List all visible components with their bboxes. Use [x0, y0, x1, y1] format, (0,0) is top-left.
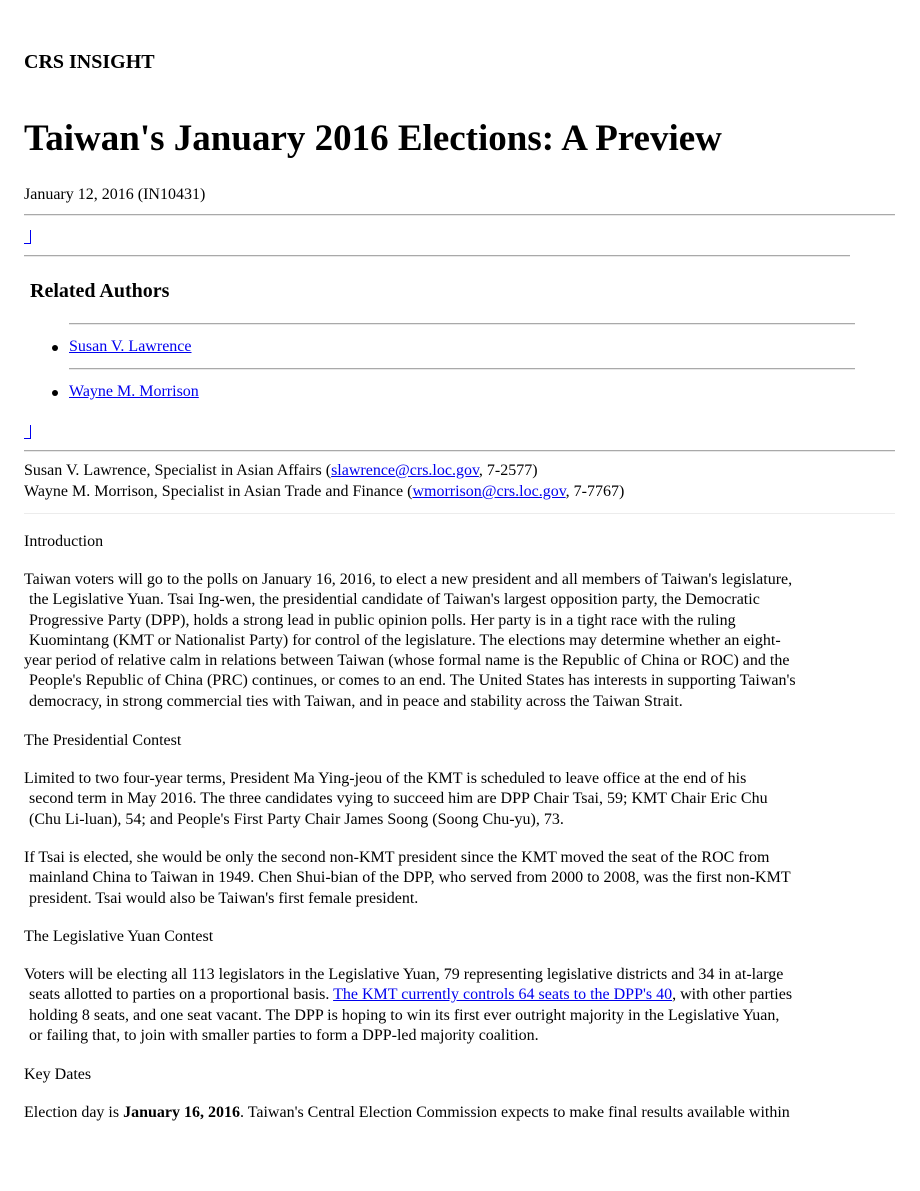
divider-author-1 — [69, 323, 855, 325]
divider-top — [24, 214, 895, 216]
contact-phone: , 7-2577) — [478, 462, 538, 479]
date-line: January 12, 2016 (IN10431) — [24, 186, 206, 203]
email-link-lawrence[interactable]: slawrence@crs.loc.gov — [331, 462, 479, 479]
contact-phone: , 7-7767) — [565, 483, 625, 500]
paragraph-introduction — [24, 570, 904, 712]
election-date-bold: January 16, 2016 — [123, 1104, 240, 1121]
text-line: People's Republic of China (PRC) continues, or comes to an end. The United States has interests in supporting Taiwan's — [29, 672, 796, 690]
seat-count-link[interactable]: The KMT currently controls 64 seats to the DPP's 40 — [333, 986, 673, 1004]
anchor-link-2[interactable] — [30, 425, 31, 439]
section-heading-key-dates: Key Dates — [24, 1066, 92, 1083]
text-line: mainland China to Taiwan in 1949. Chen Shui-bian of the DPP, who served from 2000 to 2008, was the first non-KMT — [29, 869, 791, 887]
text-line: (Chu Li-luan), 54; and People's First Party Chair James Soong (Soong Chu-yu), 73. — [29, 810, 564, 828]
author-link-lawrence[interactable]: Susan V. Lawrence — [69, 338, 192, 355]
contact-text: Wayne M. Morrison, Specialist in Asian Trade and Finance ( — [24, 483, 413, 500]
text-line: the Legislative Yuan. Tsai Ing-wen, the presidential candidate of Taiwan's largest opposition party, the Democratic — [29, 591, 760, 609]
contact-text: Susan V. Lawrence, Specialist in Asian Affairs ( — [24, 462, 332, 479]
text-line: second term in May 2016. The three candidates vying to succeed him are DPP Chair Tsai, 59; KMT Chair Eric Chu — [29, 790, 768, 808]
divider-authors-top — [24, 255, 850, 257]
text-segment: seats allotted to parties on a proportional basis. — [29, 986, 334, 1004]
text-line: president. Tsai would also be Taiwan's first female president. — [29, 889, 419, 907]
text-line: Taiwan voters will go to the polls on January 16, 2016, to elect a new president and all members of Taiwan's legislature, — [24, 571, 793, 588]
text-segment: . Taiwan's Central Election Commission expects to make final results available within — [240, 1104, 790, 1121]
text-line: Kuomintang (KMT or Nationalist Party) for control of the legislature. The elections may determine whether an eight- — [29, 631, 781, 649]
paragraph-presidential-2 — [24, 848, 904, 909]
list-bullet — [52, 345, 58, 351]
text-line: Voters will be electing all 113 legislators in the Legislative Yuan, 79 representing legislative districts and 34 in at-large — [24, 966, 784, 983]
divider-body — [24, 513, 895, 514]
email-link-morrison[interactable]: wmorrison@crs.loc.gov — [412, 483, 566, 500]
text-line — [24, 985, 904, 1005]
anchor-underline-2 — [24, 438, 30, 439]
text-segment: , with other parties — [672, 986, 793, 1004]
text-segment: Election day is — [24, 1104, 124, 1121]
text-line: Limited to two four-year terms, President Ma Ying-jeou of the KMT is scheduled to leave office at the end of his — [24, 770, 747, 787]
text-line: Progressive Party (DPP), holds a strong lead in public opinion polls. Her party is in a tight race with the ruling — [29, 611, 736, 629]
paragraph-presidential-1 — [24, 769, 904, 830]
section-heading-introduction: Introduction — [24, 533, 104, 550]
section-heading-presidential: The Presidential Contest — [24, 732, 182, 749]
section-heading-legislative: The Legislative Yuan Contest — [24, 928, 214, 945]
divider-contacts-top — [24, 450, 895, 452]
related-authors-heading: Related Authors — [30, 280, 170, 302]
contact-line-morrison — [24, 482, 624, 502]
anchor-link-1[interactable] — [30, 230, 31, 244]
list-bullet — [52, 390, 58, 396]
paragraph-key-dates — [24, 1103, 790, 1123]
author-link-morrison[interactable]: Wayne M. Morrison — [69, 383, 199, 400]
text-line: year period of relative calm in relations between Taiwan (whose formal name is the Republic of China or ROC) and the — [24, 652, 790, 670]
text-line: or failing that, to join with smaller parties to form a DPP-led majority coalition. — [29, 1026, 539, 1044]
page-title: Taiwan's January 2016 Elections: A Preview — [24, 118, 722, 159]
report-type-label: CRS INSIGHT — [24, 51, 155, 73]
text-line: democracy, in strong commercial ties with Taiwan, and in peace and stability across the Taiwan Strait. — [29, 692, 683, 710]
anchor-underline-1 — [24, 243, 30, 244]
text-line: If Tsai is elected, she would be only the second non-KMT president since the KMT moved the seat of the ROC from — [24, 849, 770, 866]
text-line: holding 8 seats, and one seat vacant. The DPP is hoping to win its first ever outright majority in the Legislative Yuan, — [29, 1006, 780, 1024]
divider-author-2 — [69, 368, 855, 370]
contact-line-lawrence — [24, 461, 538, 481]
paragraph-legislative — [24, 965, 904, 1046]
